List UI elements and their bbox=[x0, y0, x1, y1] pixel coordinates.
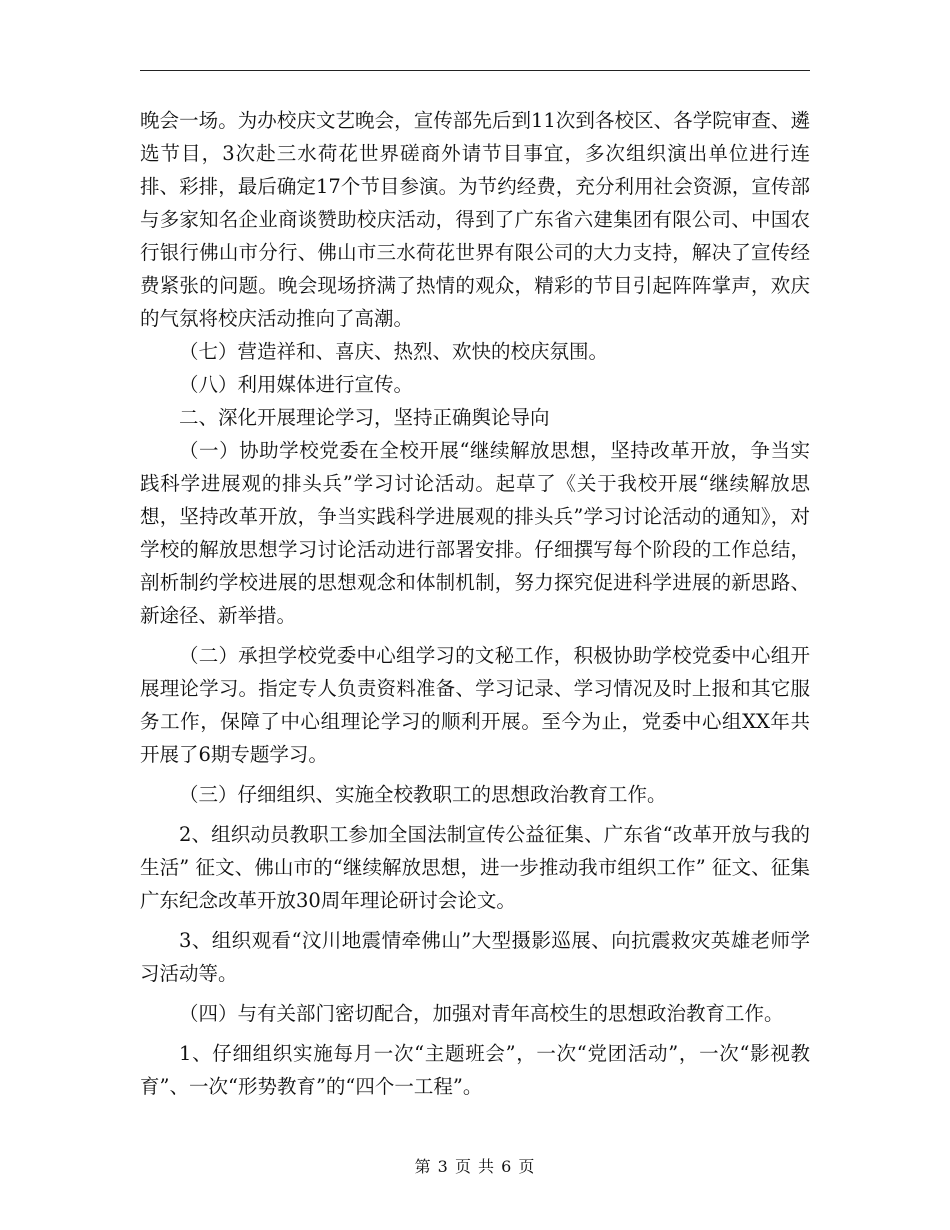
header-rule bbox=[140, 70, 810, 71]
page-number-footer: 第 3 页 共 6 页 bbox=[414, 1157, 536, 1176]
document-body bbox=[140, 104, 810, 1103]
paragraph-item-three: （三）仔细组织、实施全校教职工的思想政治教育工作。 bbox=[179, 783, 667, 806]
paragraph-point-one: 1、仔细组织实施每月一次“主题班会”，一次“党团活动”，一次“影视教育”、一次“形势教育”的“四个一工程”。 bbox=[140, 1042, 810, 1098]
paragraph-item-two: （二）承担学校党委中心组学习的文秘工作，积极协助学校党委中心组开展理论学习。指定专人负责资料准备、学习记录、学习情况及时上报和其它服务工作，保障了中心组理论学习的顺利开展。至今为止，党委中心组XX年共开展了6期专题学习。 bbox=[140, 644, 810, 766]
paragraph-item-one: （一）协助学校党委在全校开展“继续解放思想，坚持改革开放，争当实践科学进展观的排头兵”学习讨论活动。起草了《关于我校开展“继续解放思想，坚持改革开放，争当实践科学进展观的排头兵”学习讨论活动的通知》，对学校的解放思想学习讨论活动进行部署安排。仔细撰写每个阶段的工作总结，剖析制约学校进展的思想观念和体制机制，努力探究促进科学进展的新思路、新途径、新举措。 bbox=[140, 439, 810, 627]
paragraph-section-seven: （七）营造祥和、喜庆、热烈、欢快的校庆氛围。 bbox=[179, 340, 609, 363]
section-heading-two: 二、深化开展理论学习，坚持正确舆论导向 bbox=[179, 406, 550, 429]
paragraph-point-three: 3、组织观看“汶川地震情牵佛山”大型摄影巡展、向抗震救灾英雄老师学习活动等。 bbox=[140, 929, 810, 985]
paragraph-point-two: 2、组织动员教职工参加全国法制宣传公益征集、广东省“改革开放与我的生活” 征文、佛山市的“继续解放思想，进一步推动我市组织工作” 征文、征集广东纪念改革开放30周年理论研讨会论文。 bbox=[140, 823, 810, 912]
paragraph-gala-summary: 晚会一场。为办校庆文艺晚会，宣传部先后到11次到各校区、各学院审查、遴选节目，3次赴三水荷花世界磋商外请节目事宜，多次组织演出单位进行连排、彩排，最后确定17个节目参演。为节约经费，充分利用社会资源，宣传部与多家知名企业商谈赞助校庆活动，得到了广东省六建集团有限公司、中国农行银行佛山市分行、佛山市三水荷花世界有限公司的大力支持，解决了宣传经费紧张的问题。晚会现场挤满了热情的观众，精彩的节目引起阵阵掌声，欢庆的气氛将校庆活动推向了高潮。 bbox=[140, 109, 810, 330]
paragraph-item-four: （四）与有关部门密切配合，加强对青年高校生的思想政治教育工作。 bbox=[179, 1002, 784, 1025]
paragraph-section-eight: （八）利用媒体进行宣传。 bbox=[179, 373, 414, 396]
